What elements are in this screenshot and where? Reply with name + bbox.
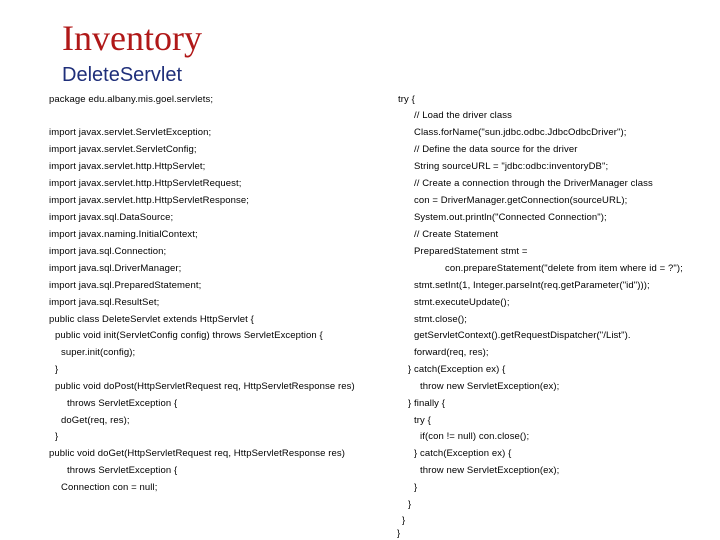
code-line: if(con != null) con.close(); bbox=[420, 431, 530, 442]
code-line: import java.sql.DriverManager; bbox=[49, 263, 182, 274]
code-line: con = DriverManager.getConnection(sourceURL); bbox=[414, 195, 628, 206]
code-line: } bbox=[397, 528, 401, 539]
code-line: } catch(Exception ex) { bbox=[408, 364, 506, 375]
code-line: // Create a connection through the DriverManager class bbox=[414, 178, 653, 189]
code-line: doGet(req, res); bbox=[61, 415, 130, 426]
code-line: package edu.albany.mis.goel.servlets; bbox=[49, 94, 214, 105]
code-line: import java.sql.ResultSet; bbox=[49, 297, 160, 308]
code-line: public void doGet(HttpServletRequest req, HttpServletResponse res) bbox=[49, 448, 345, 459]
code-line: } bbox=[402, 515, 406, 526]
code-line: PreparedStatement stmt = bbox=[414, 246, 528, 257]
code-line: } bbox=[408, 499, 412, 510]
code-line: throw new ServletException(ex); bbox=[420, 465, 560, 476]
code-line: import javax.servlet.ServletException; bbox=[49, 127, 212, 138]
code-line: import java.sql.Connection; bbox=[49, 246, 167, 257]
code-line: import java.sql.PreparedStatement; bbox=[49, 280, 202, 291]
code-line: import javax.sql.DataSource; bbox=[49, 212, 174, 223]
code-line: } finally { bbox=[408, 398, 446, 409]
code-line: import javax.naming.InitialContext; bbox=[49, 229, 198, 240]
code-line: con.prepareStatement("delete from item where id = ?"); bbox=[445, 263, 683, 274]
code-line: stmt.setInt(1, Integer.parseInt(req.getParameter("id"))); bbox=[414, 280, 650, 291]
code-line: // Create Statement bbox=[414, 229, 499, 240]
slide-subtitle: DeleteServlet bbox=[62, 64, 183, 86]
code-line: try { bbox=[414, 415, 431, 426]
code-line: getServletContext().getRequestDispatcher("/List"). bbox=[414, 330, 631, 341]
code-line: public void init(ServletConfig config) throws ServletException { bbox=[55, 330, 323, 341]
slide-title: Inventory bbox=[62, 18, 202, 58]
code-line: System.out.println("Connected Connection"); bbox=[414, 212, 607, 223]
code-line: throw new ServletException(ex); bbox=[420, 381, 560, 392]
code-line: // Define the data source for the driver bbox=[414, 144, 578, 155]
code-line: } catch(Exception ex) { bbox=[414, 448, 512, 459]
code-line: import javax.servlet.http.HttpServlet; bbox=[49, 161, 206, 172]
code-line: stmt.executeUpdate(); bbox=[414, 297, 510, 308]
code-line: super.init(config); bbox=[61, 347, 136, 358]
code-line: } bbox=[414, 482, 418, 493]
code-line: public class DeleteServlet extends HttpServlet { bbox=[49, 314, 254, 325]
code-line: String sourceURL = "jdbc:odbc:inventoryDB"; bbox=[414, 161, 609, 172]
code-line: public void doPost(HttpServletRequest req, HttpServletResponse res) bbox=[55, 381, 355, 392]
code-line: } bbox=[55, 431, 59, 442]
code-line: Connection con = null; bbox=[61, 482, 158, 493]
code-line: import javax.servlet.http.HttpServletResponse; bbox=[49, 195, 249, 206]
code-line: import javax.servlet.http.HttpServletRequest; bbox=[49, 178, 242, 189]
code-line: Class.forName("sun.jdbc.odbc.JdbcOdbcDriver"); bbox=[414, 127, 627, 138]
code-line: throws ServletException { bbox=[67, 465, 178, 476]
code-line: stmt.close(); bbox=[414, 314, 468, 325]
code-line: try { bbox=[398, 94, 415, 105]
code-line: // Load the driver class bbox=[414, 110, 512, 121]
code-line: import javax.servlet.ServletConfig; bbox=[49, 144, 197, 155]
code-line: forward(req, res); bbox=[414, 347, 489, 358]
code-line: throws ServletException { bbox=[67, 398, 178, 409]
code-line: } bbox=[55, 364, 59, 375]
